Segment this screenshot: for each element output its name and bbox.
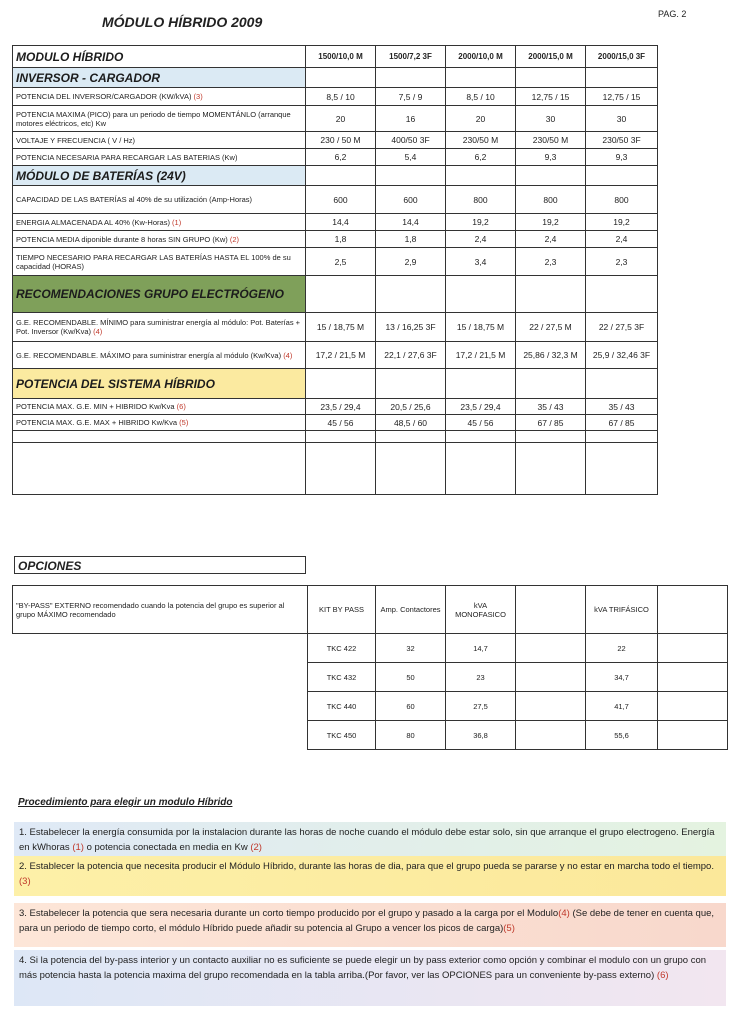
value-cell: 15 / 18,75 M xyxy=(306,313,376,342)
table-row xyxy=(13,721,728,750)
value-cell: 6,2 xyxy=(306,149,376,166)
value-cell: 1,8 xyxy=(306,231,376,248)
blank-row xyxy=(13,431,658,443)
empty-cell xyxy=(13,721,308,750)
table-header-row xyxy=(13,46,658,68)
empty-cell xyxy=(516,276,586,313)
value-cell: 400/50 3F xyxy=(376,132,446,149)
table-title: MODULO HÍBRIDO xyxy=(13,46,306,68)
empty-cell xyxy=(376,276,446,313)
value-cell: 30 xyxy=(586,106,658,132)
empty-cell xyxy=(516,369,586,399)
options-header-row xyxy=(13,586,728,634)
options-cell: TKC 422 xyxy=(308,634,376,663)
value-cell: 1,8 xyxy=(376,231,446,248)
step-note: (4) xyxy=(558,908,570,919)
value-cell: 23,5 / 29,4 xyxy=(306,399,376,415)
blank-row xyxy=(13,443,658,495)
options-cell: 14,7 xyxy=(446,634,516,663)
value-cell: 48,5 / 60 xyxy=(376,415,446,431)
row-label xyxy=(13,214,306,231)
bypass-description: "BY-PASS" EXTERNO recomendado cuando la potencia del grupo es superior al grupo MÁXIMO recomendado xyxy=(13,586,308,634)
value-cell: 230/50 3F xyxy=(586,132,658,149)
empty-cell xyxy=(306,276,376,313)
options-cell xyxy=(516,663,586,692)
value-cell: 2,3 xyxy=(516,248,586,276)
value-cell: 2,5 xyxy=(306,248,376,276)
table-row xyxy=(13,248,658,276)
step-note: (2) xyxy=(250,842,262,853)
row-label xyxy=(13,313,306,342)
row-label xyxy=(13,231,306,248)
empty-cell xyxy=(446,443,516,495)
row-label-text: CAPACIDAD DE LAS BATERÍAS al 40% de su utilización (Amp-Horas) xyxy=(16,195,253,204)
row-label-text: POTENCIA MEDIA diponible durante 8 horas SIN GRUPO (Kw) xyxy=(16,234,228,244)
table-row xyxy=(13,149,658,166)
value-cell: 12,75 / 15 xyxy=(586,88,658,106)
options-cell xyxy=(516,634,586,663)
options-cell: 60 xyxy=(376,692,446,721)
step-text: 2. Establecer la potencia que necesita producir el Módulo Híbrido, durante las horas de dia, para que el grupo pueda se pararse y no estar en marcha todo el tiempo. xyxy=(19,861,714,872)
table-row xyxy=(13,692,728,721)
options-cell: 34,7 xyxy=(586,663,658,692)
empty-cell xyxy=(306,369,376,399)
value-cell: 9,3 xyxy=(586,149,658,166)
value-cell: 35 / 43 xyxy=(586,399,658,415)
value-cell: 19,2 xyxy=(516,214,586,231)
step-text: o potencia conectada en media en Kw xyxy=(83,842,251,853)
row-label xyxy=(13,132,306,149)
options-cell: 23 xyxy=(446,663,516,692)
row-label-text: ENERGIA ALMACENADA AL 40% (Kw-Horas) xyxy=(16,217,170,227)
section-title: POTENCIA DEL SISTEMA HÍBRIDO xyxy=(13,369,306,399)
table-row xyxy=(13,634,728,663)
procedure-step-3 xyxy=(14,903,726,947)
options-column-header xyxy=(658,586,728,634)
empty-cell xyxy=(306,443,376,495)
options-column-header: kVA TRIFÁSICO xyxy=(586,586,658,634)
empty-cell xyxy=(376,166,446,186)
options-column-header: Amp. Contactores xyxy=(376,586,446,634)
value-cell: 2,4 xyxy=(516,231,586,248)
empty-cell xyxy=(586,369,658,399)
table-row xyxy=(13,663,728,692)
value-cell: 23,5 / 29,4 xyxy=(446,399,516,415)
value-cell: 3,4 xyxy=(446,248,516,276)
value-cell: 12,75 / 15 xyxy=(516,88,586,106)
options-cell: TKC 432 xyxy=(308,663,376,692)
value-cell: 5,4 xyxy=(376,149,446,166)
options-cell: 36,8 xyxy=(446,721,516,750)
options-cell xyxy=(516,721,586,750)
value-cell: 20 xyxy=(446,106,516,132)
options-cell xyxy=(658,721,728,750)
empty-cell xyxy=(13,443,306,495)
model-column-header: 2000/15,0 M xyxy=(516,46,586,68)
empty-cell xyxy=(586,166,658,186)
empty-cell xyxy=(516,443,586,495)
empty-cell xyxy=(376,68,446,88)
value-cell: 2,3 xyxy=(586,248,658,276)
row-label-text: VOLTAJE Y FRECUENCIA ( V / Hz) xyxy=(16,135,136,145)
model-column-header: 2000/10,0 M xyxy=(446,46,516,68)
value-cell: 800 xyxy=(586,186,658,214)
table-row xyxy=(13,186,658,214)
options-cell: TKC 440 xyxy=(308,692,376,721)
section-row xyxy=(13,276,658,313)
value-cell: 230/50 M xyxy=(446,132,516,149)
options-cell: 50 xyxy=(376,663,446,692)
empty-cell xyxy=(446,431,516,443)
empty-cell xyxy=(306,431,376,443)
row-label xyxy=(13,88,306,106)
empty-cell xyxy=(586,443,658,495)
value-cell: 35 / 43 xyxy=(516,399,586,415)
model-column-header: 1500/10,0 M xyxy=(306,46,376,68)
procedure-step-2 xyxy=(14,856,726,896)
procedure-step-4 xyxy=(14,950,726,1006)
empty-cell xyxy=(516,431,586,443)
procedure-step-1 xyxy=(14,822,726,858)
step-text: 1. Estabelecer la energía consumida por la instalacion durante las horas de noche cuando el módulo debe estar solo, sin que arranque el grupo electrogeno. Energía en kWhoras xyxy=(19,827,715,853)
options-cell xyxy=(658,692,728,721)
empty-cell xyxy=(376,443,446,495)
empty-cell xyxy=(516,68,586,88)
value-cell: 2,4 xyxy=(586,231,658,248)
empty-cell xyxy=(446,68,516,88)
options-cell: 27,5 xyxy=(446,692,516,721)
value-cell: 45 / 56 xyxy=(306,415,376,431)
empty-cell xyxy=(516,166,586,186)
options-cell: 22 xyxy=(586,634,658,663)
value-cell: 230/50 M xyxy=(516,132,586,149)
empty-cell xyxy=(13,431,306,443)
value-cell: 17,2 / 21,5 M xyxy=(306,342,376,369)
row-label-text: POTENCIA MAX. G.E. MAX + HIBRIDO Kw/Kva xyxy=(16,418,178,427)
value-cell: 67 / 85 xyxy=(586,415,658,431)
section-title: RECOMENDACIONES GRUPO ELECTRÓGENO xyxy=(13,276,306,313)
row-note: (5) xyxy=(179,418,189,427)
options-cell: 41,7 xyxy=(586,692,658,721)
value-cell: 8,5 / 10 xyxy=(306,88,376,106)
table-row xyxy=(13,313,658,342)
row-label xyxy=(13,415,306,431)
empty-cell xyxy=(446,276,516,313)
value-cell: 8,5 / 10 xyxy=(446,88,516,106)
table-row xyxy=(13,88,658,106)
empty-cell xyxy=(586,276,658,313)
value-cell: 22 / 27,5 3F xyxy=(586,313,658,342)
options-cell: 32 xyxy=(376,634,446,663)
value-cell: 800 xyxy=(516,186,586,214)
value-cell: 45 / 56 xyxy=(446,415,516,431)
value-cell: 13 / 16,25 3F xyxy=(376,313,446,342)
value-cell: 30 xyxy=(516,106,586,132)
value-cell: 230 / 50 M xyxy=(306,132,376,149)
empty-cell xyxy=(446,369,516,399)
row-label-text: G.E. RECOMENDABLE. MÁXIMO para suministrar energía al módulo (Kw/Kva) xyxy=(16,350,282,360)
empty-cell xyxy=(13,634,308,663)
table-row xyxy=(13,106,658,132)
empty-cell xyxy=(13,692,308,721)
value-cell: 22,1 / 27,6 3F xyxy=(376,342,446,369)
section-title: MÓDULO DE BATERÍAS (24V) xyxy=(13,166,306,186)
section-row xyxy=(13,68,658,88)
options-cell xyxy=(658,634,728,663)
row-note: (2) xyxy=(229,234,240,244)
value-cell: 600 xyxy=(376,186,446,214)
row-label-text: POTENCIA MAXIMA (PICO) para un periodo de tiempo MOMENTÁNLO (arranque motores eléctricos, etc) Kw xyxy=(16,109,291,128)
options-cell xyxy=(516,692,586,721)
empty-cell xyxy=(306,166,376,186)
options-column-header xyxy=(516,586,586,634)
value-cell: 600 xyxy=(306,186,376,214)
value-cell: 7,5 / 9 xyxy=(376,88,446,106)
row-label xyxy=(13,186,306,214)
step-note: (3) xyxy=(19,876,31,887)
step-note: (6) xyxy=(656,970,669,981)
model-column-header: 1500/7,2 3F xyxy=(376,46,446,68)
row-label-text: G.E. RECOMENDABLE. MÍNIMO para suministrar energía al módulo: Pot. Baterías + Pot. Inversor (Kw/Kva) xyxy=(16,318,301,336)
options-column-header: kVA MONOFASICO xyxy=(446,586,516,634)
row-label xyxy=(13,106,306,132)
table-row xyxy=(13,342,658,369)
empty-cell xyxy=(13,663,308,692)
table-row xyxy=(13,214,658,231)
value-cell: 20 xyxy=(306,106,376,132)
row-label-text: TIEMPO NECESARIO PARA RECARGAR LAS BATERÍAS HASTA EL 100% de su capacidad (HORAS) xyxy=(16,252,291,271)
row-note: (3) xyxy=(193,92,203,101)
empty-cell xyxy=(376,369,446,399)
section-row xyxy=(13,166,658,186)
value-cell: 25,9 / 32,46 3F xyxy=(586,342,658,369)
bypass-options-table xyxy=(12,585,728,750)
row-label xyxy=(13,149,306,166)
empty-cell xyxy=(586,431,658,443)
empty-cell xyxy=(376,431,446,443)
table-row xyxy=(13,231,658,248)
table-row xyxy=(13,399,658,415)
empty-cell xyxy=(446,166,516,186)
options-cell: TKC 450 xyxy=(308,721,376,750)
table-row xyxy=(13,132,658,149)
step-note: (1) xyxy=(72,842,84,853)
section-title: INVERSOR - CARGADOR xyxy=(13,68,306,88)
empty-cell xyxy=(586,68,658,88)
empty-cell xyxy=(306,68,376,88)
step-text: (Se debe de tener en cuenta que, para un periodo de tiempo corto, el módulo Híbrido puede añadir su potencia al Grupo a vencer los picos de carga) xyxy=(19,908,715,934)
procedure-title: Procedimiento para elegir un modulo Híbrido xyxy=(18,797,233,808)
row-note: (4) xyxy=(283,350,293,360)
row-note: (1) xyxy=(172,217,182,227)
value-cell: 67 / 85 xyxy=(516,415,586,431)
value-cell: 19,2 xyxy=(586,214,658,231)
options-cell xyxy=(658,663,728,692)
value-cell: 2,4 xyxy=(446,231,516,248)
page-number: PAG. 2 xyxy=(658,9,687,19)
value-cell: 14,4 xyxy=(306,214,376,231)
document-title: MÓDULO HÍBRIDO 2009 xyxy=(102,14,263,30)
value-cell: 2,9 xyxy=(376,248,446,276)
value-cell: 25,86 / 32,3 M xyxy=(516,342,586,369)
value-cell: 14,4 xyxy=(376,214,446,231)
step-text: 4. Si la potencia del by-pass interior y un contacto auxiliar no es suficiente se puede elegir un by pass exterior como opción y combinar el modulo con un grupo con más potencia hasta la potencia maxima del grupo recomendada en la tabla arriba.(Por favor, ver las OPCIONES para un conveniente by-pass externo) xyxy=(19,955,707,981)
row-label-text: POTENCIA MAX. G.E. MIN + HIBRIDO Kw/Kva xyxy=(16,402,175,411)
row-label-text: POTENCIA DEL INVERSOR/CARGADOR (KW/kVA) xyxy=(16,92,192,101)
options-cell: 55,6 xyxy=(586,721,658,750)
row-note: (4) xyxy=(93,327,103,336)
hybrid-module-table xyxy=(12,45,658,495)
value-cell: 17,2 / 21,5 M xyxy=(446,342,516,369)
value-cell: 800 xyxy=(446,186,516,214)
value-cell: 6,2 xyxy=(446,149,516,166)
row-note: (6) xyxy=(176,402,186,411)
table-row xyxy=(13,415,658,431)
row-label xyxy=(13,399,306,415)
row-label-text: POTENCIA NECESARIA PARA RECARGAR LAS BATERIAS (Kw) xyxy=(16,152,238,162)
value-cell: 22 / 27,5 M xyxy=(516,313,586,342)
options-cell: 80 xyxy=(376,721,446,750)
value-cell: 20,5 / 25,6 xyxy=(376,399,446,415)
section-row xyxy=(13,369,658,399)
options-column-header: KIT BY PASS xyxy=(308,586,376,634)
options-title: OPCIONES xyxy=(14,556,306,574)
value-cell: 16 xyxy=(376,106,446,132)
step-text: 3. Estabelecer la potencia que sera necesaria durante un corto tiempo producido por el grupo y pasado a la carga por el Modulo xyxy=(19,908,559,919)
value-cell: 15 / 18,75 M xyxy=(446,313,516,342)
step-note: (5) xyxy=(503,923,515,934)
row-label xyxy=(13,342,306,369)
value-cell: 19,2 xyxy=(446,214,516,231)
row-label xyxy=(13,248,306,276)
model-column-header: 2000/15,0 3F xyxy=(586,46,658,68)
value-cell: 9,3 xyxy=(516,149,586,166)
